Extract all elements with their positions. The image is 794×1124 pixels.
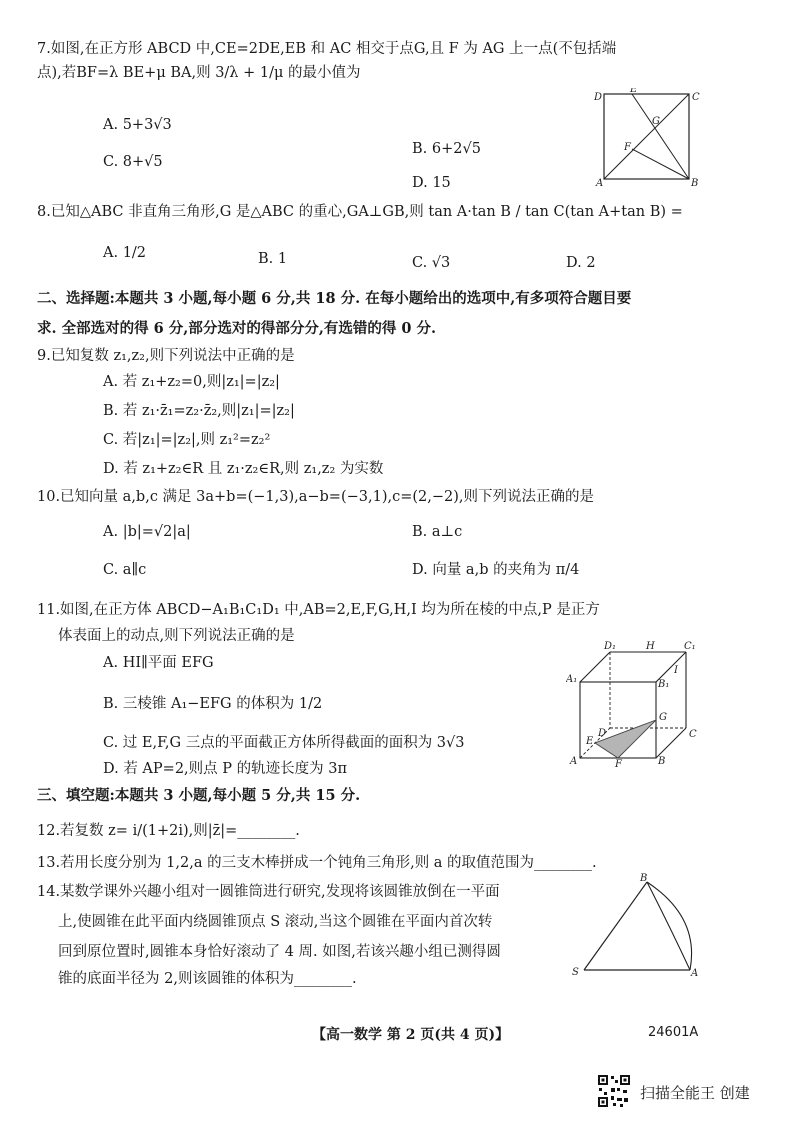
q11-label-a1: A₁	[566, 674, 578, 685]
q12-line-1: 12.若复数 z= i/(1+2i),则|z̄|=________.	[37, 823, 300, 839]
q9-option-b: B. 若 z₁·z̄₁=z₂·z̄₂,则|z₁|=|z₂|	[103, 403, 295, 419]
q10-option-a: A. |b|=√2|a|	[103, 524, 191, 540]
q11-label-c: C	[689, 729, 697, 740]
q10-option-b: B. a⊥c	[412, 524, 463, 540]
q8-line-1: 8.已知△ABC 非直角三角形,G 是△ABC 的重心,GA⊥GB,则 tan A·tan B / tan C(tan A+tan B) =	[37, 204, 683, 220]
q8-option-a: A. 1/2	[103, 245, 147, 261]
q11-option-d: D. 若 AP=2,则点 P 的轨迹长度为 3π	[103, 761, 347, 777]
q11-label-a: A	[570, 756, 578, 767]
q11-option-b: B. 三棱锥 A₁−EFG 的体积为 1/2	[103, 696, 323, 712]
q13-line-1: 13.若用长度分别为 1,2,a 的三支木棒拼成一个钝角三角形,则 a 的取值范围为________.	[37, 855, 597, 871]
q14-line-4: 锥的底面半径为 2,则该圆锥的体积为________.	[58, 971, 357, 987]
q14-line-1: 14.某数学课外兴趣小组对一圆锥筒进行研究,发现将该圆锥放倒在一平面	[37, 884, 500, 900]
q14-cone-figure	[570, 872, 705, 986]
q14-label-s: S	[572, 967, 579, 978]
q7-label-b: B	[691, 178, 699, 188]
section-2-line-1: 二、选择题:本题共 3 小题,每小题 6 分,共 18 分. 在每小题给出的选项中,有多项符合题目要	[37, 290, 632, 307]
q9-option-a: A. 若 z₁+z₂=0,则|z₁|=|z₂|	[103, 374, 280, 390]
q11-option-c: C. 过 E,F,G 三点的平面截正方体所得截面的面积为 3√3	[103, 735, 465, 751]
section-3-line-1: 三、填空题:本题共 3 小题,每小题 5 分,共 15 分.	[37, 787, 361, 804]
q14-line-2: 上,使圆锥在此平面内绕圆锥顶点 S 滚动,当这个圆锥在平面内首次转	[58, 914, 493, 930]
q14-label-a: A	[691, 968, 699, 979]
section-2-line-2: 求. 全部选对的得 6 分,部分选对的得部分分,有选错的得 0 分.	[37, 320, 437, 337]
q11-line-1: 11.如图,在正方体 ABCD−A₁B₁C₁D₁ 中,AB=2,E,F,G,H,I 均为所在棱的中点,P 是正方	[37, 602, 600, 618]
q11-label-f: F	[615, 759, 622, 768]
q7-line-2: 点),若BF=λ BE+μ BA,则 3/λ + 1/μ 的最小值为	[37, 65, 361, 81]
q11-label-h: H	[646, 641, 655, 652]
q10-line-1: 10.已知向量 a,b,c 满足 3a+b=(−1,3),a−b=(−3,1),c=(2,−2),则下列说法正确的是	[37, 489, 594, 505]
q7-label-e: E	[630, 88, 638, 95]
exam-code: 24601A	[648, 1025, 699, 1040]
q8-option-b: B. 1	[258, 251, 288, 267]
q8-option-c: C. √3	[412, 255, 451, 271]
q9-option-c: C. 若|z₁|=|z₂|,则 z₁²=z₂²	[103, 432, 271, 448]
q8-option-d: D. 2	[566, 255, 596, 271]
q9-option-d: D. 若 z₁+z₂∈R 且 z₁·z₂∈R,则 z₁,z₂ 为实数	[103, 461, 384, 477]
q10-option-c: C. a∥c	[103, 562, 147, 578]
q11-cube-figure	[566, 640, 706, 772]
q9-line-1: 9.已知复数 z₁,z₂,则下列说法中正确的是	[37, 348, 295, 364]
q10-option-d: D. 向量 a,b 的夹角为 π/4	[412, 562, 580, 578]
q11-label-e: E	[586, 736, 594, 747]
q7-label-a: A	[596, 178, 604, 188]
page-footer: 【高一数学 第 2 页(共 4 页)】	[312, 1027, 510, 1043]
q14-label-b: B	[640, 873, 648, 884]
q7-label-d: D	[594, 92, 603, 103]
q11-label-b: B	[658, 756, 666, 767]
q11-option-a: A. HI∥平面 EFG	[103, 655, 214, 671]
q14-line-3: 回到原位置时,圆锥本身恰好滚动了 4 周. 如图,若该兴趣小组已测得圆	[58, 944, 501, 960]
q7-option-c: C. 8+√5	[103, 154, 163, 170]
q7-option-b: B. 6+2√5	[412, 141, 481, 157]
q7-square-figure	[592, 88, 702, 192]
q11-label-g: G	[659, 712, 667, 723]
q7-line-1: 7.如图,在正方形 ABCD 中,CE=2DE,EB 和 AC 相交于点G,且 F 为 AG 上一点(不包括端	[37, 41, 617, 57]
q11-label-c1: C₁	[684, 641, 696, 652]
q11-label-d: D	[598, 728, 607, 739]
q7-label-f: F	[624, 142, 631, 153]
q11-label-i: I	[674, 665, 678, 676]
q7-option-a: A. 5+3√3	[103, 117, 172, 133]
q11-label-b1: B₁	[658, 679, 670, 690]
q11-line-2: 体表面上的动点,则下列说法正确的是	[58, 628, 295, 644]
qr-code-icon	[597, 1074, 631, 1108]
q7-label-g: G	[652, 116, 660, 127]
scanner-watermark: 扫描全能王 创建	[640, 1084, 750, 1102]
q7-label-c: C	[692, 92, 700, 103]
q7-option-d: D. 15	[412, 175, 451, 191]
q11-label-d1: D₁	[604, 641, 617, 652]
